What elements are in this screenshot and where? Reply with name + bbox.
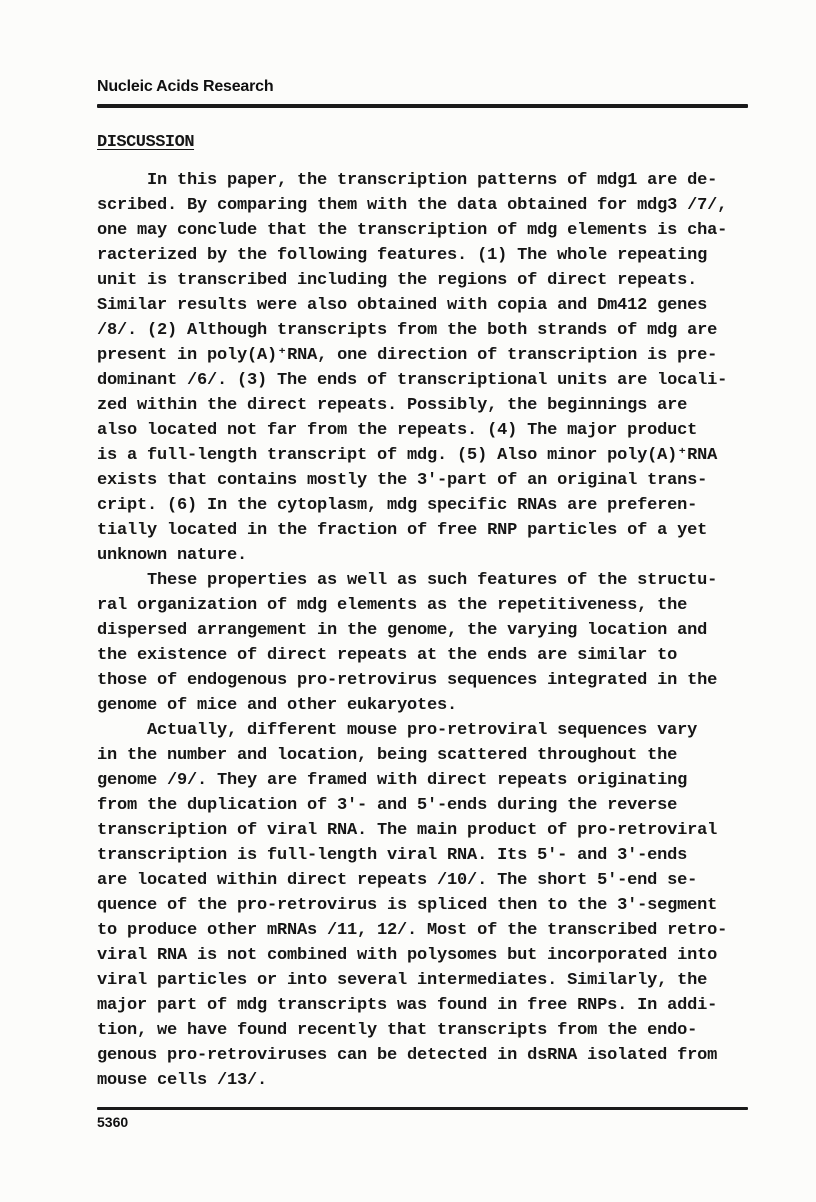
text-line: the existence of direct repeats at the ends are similar to bbox=[97, 646, 678, 665]
text-line: These properties as well as such features of the structu- bbox=[97, 571, 718, 590]
text-line: ral organization of mdg elements as the repetitiveness, the bbox=[97, 596, 688, 615]
text-line: tion, we have found recently that transcripts from the endo- bbox=[97, 1021, 698, 1040]
article-content bbox=[97, 130, 759, 1093]
text-line: those of endogenous pro-retrovirus sequences integrated in the bbox=[97, 671, 718, 690]
text-line: genous pro-retroviruses can be detected in dsRNA isolated from bbox=[97, 1046, 718, 1065]
text-line: zed within the direct repeats. Possibly, the beginnings are bbox=[97, 396, 688, 415]
text-line: tially located in the fraction of free RNP particles of a yet bbox=[97, 521, 708, 540]
text-line: dominant /6/. (3) The ends of transcriptional units are locali- bbox=[97, 371, 728, 390]
text-line: viral RNA is not combined with polysomes but incorporated into bbox=[97, 946, 718, 965]
text-line: transcription is full-length viral RNA. Its 5'- and 3'-ends bbox=[97, 846, 688, 865]
text-line: /8/. (2) Although transcripts from the both strands of mdg are bbox=[97, 321, 718, 340]
text-line: In this paper, the transcription patterns of mdg1 are de- bbox=[97, 171, 718, 190]
text-line: one may conclude that the transcription of mdg elements is cha- bbox=[97, 221, 728, 240]
text-line: scribed. By comparing them with the data obtained for mdg3 /7/, bbox=[97, 196, 728, 215]
text-line: dispersed arrangement in the genome, the varying location and bbox=[97, 621, 708, 640]
header-rule bbox=[97, 104, 748, 108]
text-line: Actually, different mouse pro-retroviral sequences vary bbox=[97, 721, 698, 740]
text-line: genome of mice and other eukaryotes. bbox=[97, 696, 458, 715]
text-line: transcription of viral RNA. The main product of pro-retroviral bbox=[97, 821, 718, 840]
text-line: unknown nature. bbox=[97, 546, 248, 565]
text-line: major part of mdg transcripts was found in free RNPs. In addi- bbox=[97, 996, 718, 1015]
text-line: unit is transcribed including the regions of direct repeats. bbox=[97, 271, 698, 290]
text-line: genome /9/. They are framed with direct repeats originating bbox=[97, 771, 688, 790]
page-number: 5360 bbox=[97, 1114, 129, 1130]
paragraph-1 bbox=[97, 168, 759, 568]
footer-rule bbox=[97, 1107, 748, 1110]
text-line: Similar results were also obtained with copia and Dm412 genes bbox=[97, 296, 708, 315]
journal-title: Nucleic Acids Research bbox=[97, 78, 274, 95]
text-line: to produce other mRNAs /11, 12/. Most of the transcribed retro- bbox=[97, 921, 728, 940]
section-heading: DISCUSSION bbox=[97, 133, 195, 152]
text-line: from the duplication of 3'- and 5'-ends during the reverse bbox=[97, 796, 678, 815]
text-line: exists that contains mostly the 3'-part of an original trans- bbox=[97, 471, 708, 490]
text-line: also located not far from the repeats. (4) The major product bbox=[97, 421, 698, 440]
text-line: are located within direct repeats /10/. The short 5'-end se- bbox=[97, 871, 698, 890]
text-line: is a full-length transcript of mdg. (5) Also minor poly(A)⁺RNA bbox=[97, 446, 718, 465]
text-line: in the number and location, being scattered throughout the bbox=[97, 746, 678, 765]
text-line: viral particles or into several intermediates. Similarly, the bbox=[97, 971, 708, 990]
text-line: mouse cells /13/. bbox=[97, 1071, 268, 1090]
text-line: racterized by the following features. (1) The whole repeating bbox=[97, 246, 708, 265]
text-line: cript. (6) In the cytoplasm, mdg specific RNAs are preferen- bbox=[97, 496, 698, 515]
text-line: present in poly(A)⁺RNA, one direction of transcription is pre- bbox=[97, 346, 718, 365]
text-line: quence of the pro-retrovirus is spliced then to the 3'-segment bbox=[97, 896, 718, 915]
paragraph-3 bbox=[97, 718, 759, 1093]
paragraph-2 bbox=[97, 568, 759, 718]
